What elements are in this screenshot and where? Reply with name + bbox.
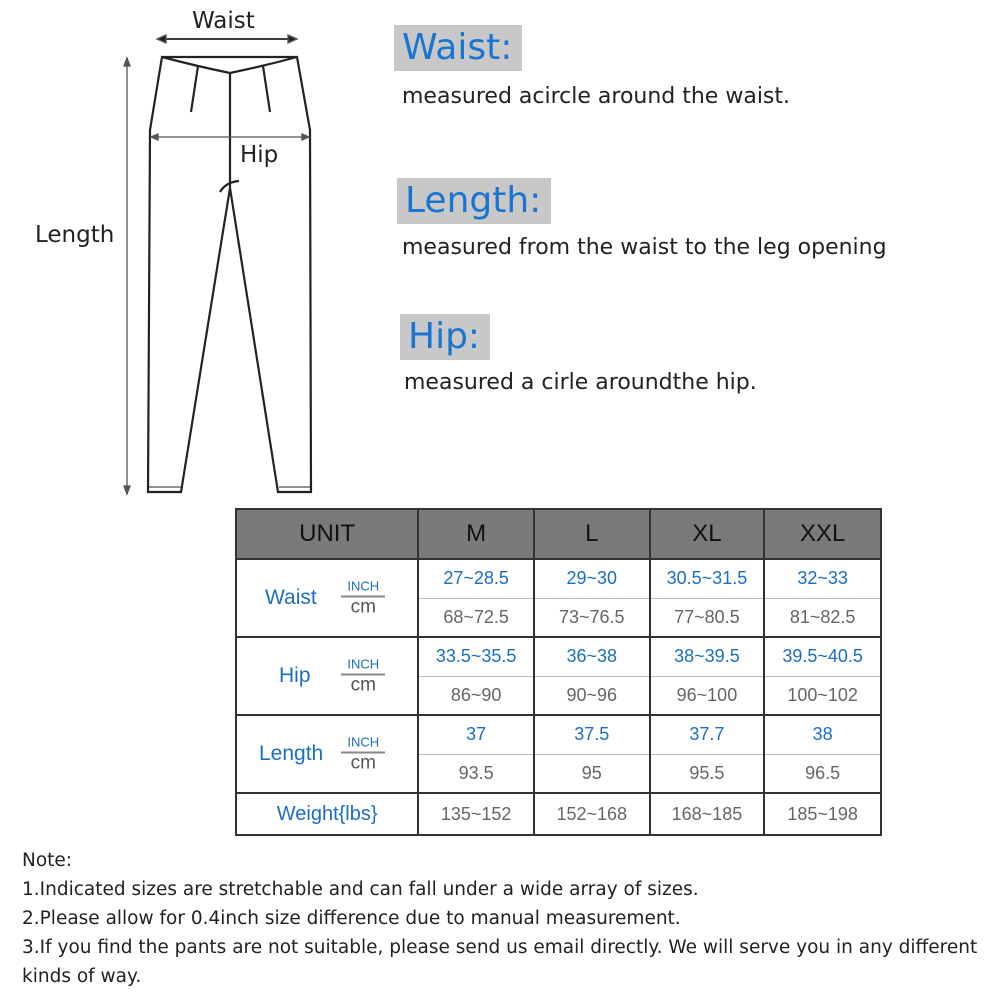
hip-heading: Hip:	[400, 314, 490, 360]
length-cm-xl: 95.5	[650, 754, 765, 793]
weight-m: 135~152	[418, 793, 534, 835]
header-l: L	[534, 509, 650, 559]
weight-xxl: 185~198	[764, 793, 881, 835]
note-3: 3.If you find the pants are not suitable, please send us email directly. We will serve you in any different kinds of way.	[22, 937, 978, 987]
length-description: measured from the waist to the leg opening	[402, 235, 887, 260]
waist-description: measured acircle around the waist.	[402, 84, 791, 109]
waist-cm-xxl: 81~82.5	[764, 598, 881, 637]
length-inch-xxl: 38	[764, 715, 881, 754]
row-label-hip	[236, 637, 418, 715]
unit-label	[341, 735, 385, 774]
length-inch-xl: 37.7	[650, 715, 765, 754]
unit-label	[341, 579, 385, 618]
hip-inch-xl: 38~39.5	[650, 637, 765, 676]
waist-inch-l: 29~30	[534, 559, 650, 598]
length-cm-l: 95	[534, 754, 650, 793]
size-table	[235, 508, 882, 836]
row-name: Waist	[265, 586, 317, 609]
length-label: Length	[35, 222, 115, 248]
hip-description: measured a cirle aroundthe hip.	[404, 370, 757, 395]
length-inch-m: 37	[418, 715, 534, 754]
waist-cm-xl: 77~80.5	[650, 598, 765, 637]
row-label-length	[236, 715, 418, 793]
cm-label: cm	[350, 674, 376, 696]
waist-inch-xl: 30.5~31.5	[650, 559, 765, 598]
hip-cm-xl: 96~100	[650, 676, 765, 715]
length-cm-m: 93.5	[418, 754, 534, 793]
header-unit: UNIT	[236, 509, 418, 559]
waist-label: Waist	[192, 8, 255, 34]
waist-heading: Waist:	[394, 25, 522, 71]
length-heading: Length:	[397, 178, 551, 224]
cm-label: cm	[350, 596, 376, 618]
measure-arrows	[124, 35, 309, 494]
row-name: Hip	[279, 664, 311, 687]
table-header-row	[236, 509, 881, 559]
inch-label: INCH	[341, 657, 385, 676]
table-row-hip-inch	[236, 637, 881, 676]
waist-cm-l: 73~76.5	[534, 598, 650, 637]
unit-label	[341, 657, 385, 696]
length-cm-xxl: 96.5	[764, 754, 881, 793]
note-2: 2.Please allow for 0.4inch size difference due to manual measurement.	[22, 908, 681, 929]
hip-label: Hip	[240, 142, 279, 168]
hip-cm-m: 86~90	[418, 676, 534, 715]
hip-inch-m: 33.5~35.5	[418, 637, 534, 676]
weight-l: 152~168	[534, 793, 650, 835]
row-label-weight: Weight{lbs}	[236, 793, 418, 835]
waist-inch-xxl: 32~33	[764, 559, 881, 598]
note-1: 1.Indicated sizes are stretchable and can fall under a wide array of sizes.	[22, 879, 699, 900]
waist-cm-m: 68~72.5	[418, 598, 534, 637]
hip-inch-l: 36~38	[534, 637, 650, 676]
header-xxl: XXL	[764, 509, 881, 559]
table-row-weight	[236, 793, 881, 835]
hip-cm-l: 90~96	[534, 676, 650, 715]
row-label-waist	[236, 559, 418, 637]
pants-outline	[148, 57, 311, 492]
inch-label: INCH	[341, 735, 385, 754]
cm-label: cm	[350, 752, 376, 774]
notes	[22, 846, 982, 991]
header-xl: XL	[650, 509, 765, 559]
header-m: M	[418, 509, 534, 559]
table-row-length-inch	[236, 715, 881, 754]
waist-inch-m: 27~28.5	[418, 559, 534, 598]
hip-cm-xxl: 100~102	[764, 676, 881, 715]
weight-xl: 168~185	[650, 793, 765, 835]
inch-label: INCH	[341, 579, 385, 598]
notes-title: Note:	[22, 850, 73, 871]
table-row-waist-inch	[236, 559, 881, 598]
row-name: Length	[259, 742, 324, 765]
hip-inch-xxl: 39.5~40.5	[764, 637, 881, 676]
length-inch-l: 37.5	[534, 715, 650, 754]
